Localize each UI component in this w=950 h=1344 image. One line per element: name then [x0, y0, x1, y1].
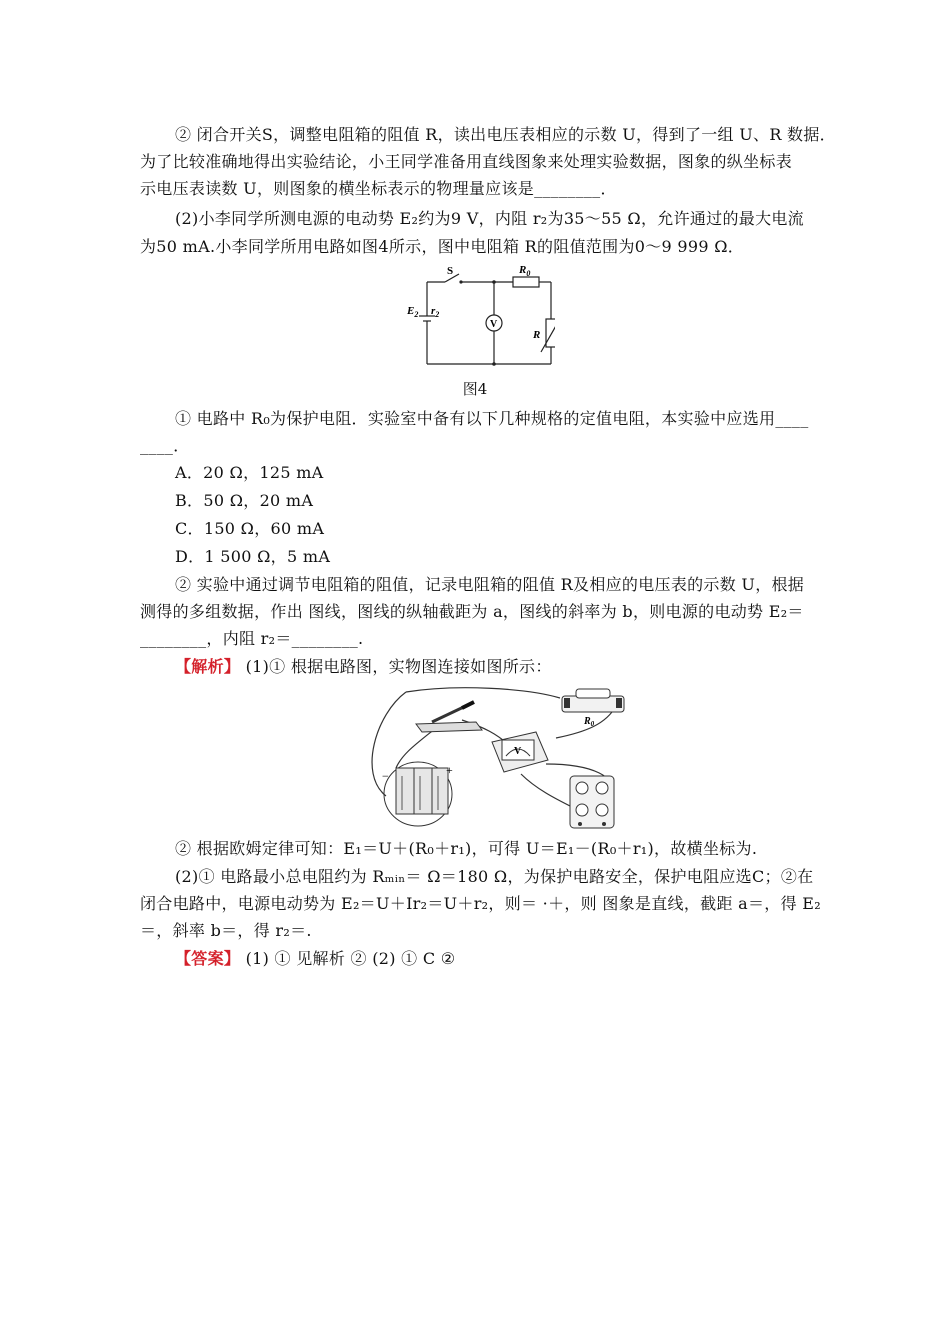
answer-line: 【答案】 (1) ① 见解析 ② (2) ① C ②: [175, 949, 456, 968]
photo-label-r0: $R_0$: [584, 716, 595, 728]
figure4-caption: 图4: [462, 380, 488, 398]
analysis-line1: 【解析】 (1)① 根据电路图，实物图连接如图所示：: [175, 657, 552, 676]
option-b: B．50 Ω，20 mA: [175, 491, 314, 510]
label-voltmeter-v: V: [490, 319, 498, 330]
option-c: C．150 Ω，60 mA: [175, 519, 325, 538]
analysis-line5: ＝，斜率 b＝，得 r₂＝.: [140, 921, 312, 940]
resistance-box-icon: [570, 776, 614, 828]
analysis-line3: (2)① 电路最小总电阻约为 Rₘᵢₙ＝ Ω＝180 Ω，为保护电路安全，保护电阻应选C；②在: [175, 867, 814, 886]
part1-line1: ② 闭合开关S，调整电阻箱的阻值 R，读出电压表相应的示数 U，得到了一组 U、R 数据．: [175, 125, 836, 144]
label-r2: $r_2$: [431, 305, 440, 319]
knife-switch-icon: [416, 702, 482, 732]
part1-line3: 示电压表读数 U，则图象的横坐标表示的物理量应该是________．: [140, 179, 617, 198]
option-a: A．20 Ω，125 mA: [175, 463, 324, 482]
circuit-diagram-figure4: [405, 262, 555, 374]
svg-text:V: V: [514, 746, 522, 757]
answer-tag: 【答案】: [175, 949, 241, 968]
resistor-r0-icon: [562, 689, 624, 712]
question1-line2: ____．: [140, 436, 190, 455]
battery-plus-sign: +: [446, 763, 453, 777]
label-resistance-box-r: R: [533, 329, 541, 341]
label-e2: $E_2$: [407, 305, 419, 319]
battery-pack-icon: [384, 762, 452, 826]
label-switch-s: S: [447, 265, 454, 277]
physical-circuit-photo: [366, 684, 636, 832]
part2-line1: (2)小李同学所测电源的电动势 E₂约为9 V，内阻 r₂为35～55 Ω，允许通过的最大电流: [175, 209, 804, 228]
question1-line1: ① 电路中 R₀为保护电阻．实验室中备有以下几种规格的定值电阻，本实验中应选用____: [175, 409, 809, 428]
analysis-line2: ② 根据欧姆定律可知：E₁＝U＋(R₀＋r₁)，可得 U＝E₁－(R₀＋r₁)，故横坐标为.: [175, 839, 758, 858]
question2-line2: 测得的多组数据，作出 图线，图线的纵轴截距为 a，图线的斜率为 b，则电源的电动势 E₂＝: [140, 602, 804, 621]
option-d: D．1 500 Ω，5 mA: [175, 547, 331, 566]
label-r0: $R_0$: [519, 264, 531, 278]
analysis-tag: 【解析】: [175, 657, 241, 676]
question2-line3: ________，内阻 r₂＝________.: [140, 629, 364, 648]
battery-minus-sign: −: [382, 769, 389, 783]
part2-line2: 为50 mA.小李同学所用电路如图4所示，图中电阻箱 R的阻值范围为0～9 999 Ω．: [140, 237, 745, 256]
part1-line2: 为了比较准确地得出实验结论，小王同学准备用直线图象来处理实验数据，图象的纵坐标表: [140, 152, 793, 171]
question2-line1: ② 实验中通过调节电阻箱的阻值，记录电阻箱的阻值 R及相应的电压表的示数 U，根据: [175, 575, 805, 594]
analysis-line4: 闭合电路中，电源电动势为 E₂＝U＋Ir₂＝U＋r₂，则＝ ·＋，则 图象是直线，截距 a＝，得 E₂: [140, 894, 821, 913]
